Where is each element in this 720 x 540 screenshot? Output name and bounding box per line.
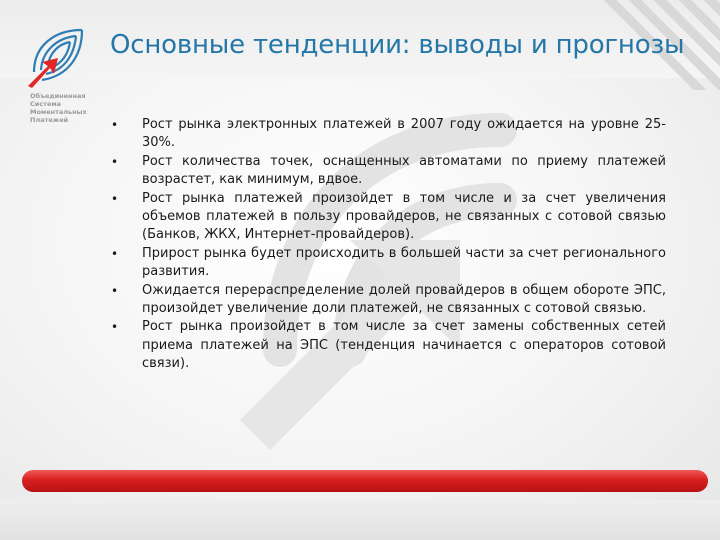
- bullet-item: [110, 282, 666, 319]
- bullet-list: [110, 116, 666, 374]
- bullet-dot: •: [111, 283, 119, 298]
- red-footer-bar: [22, 470, 708, 492]
- bullet-item: [110, 245, 666, 282]
- footer-strip: [0, 500, 720, 540]
- bullet-dot: •: [111, 118, 119, 132]
- bullet-dot: •: [111, 320, 119, 335]
- bullet-text: Рост рынка платежей произойдет в том числе и за счет увеличения объемов платежей в пользу провайдеров, не связанных с сотовой связью (Банков, ЖКХ, Интернет-провайдеров).: [142, 190, 666, 243]
- bullet-item: [110, 318, 666, 373]
- logo-caption-line: Объединенная: [30, 92, 86, 100]
- logo-caption: [30, 92, 100, 124]
- bullet-item: [110, 153, 666, 190]
- bullet-text: Рост количества точек, оснащенных автоматами по приему платежей возрастет, как минимум, вдвое.: [142, 153, 666, 188]
- logo-caption-line: Система: [30, 100, 62, 108]
- slide-title: Основные тенденции: выводы и прогнозы: [110, 30, 685, 60]
- bullet-text: Рост рынка произойдет в том числе за счет замены собственных сетей приема платежей на ЭПС (тенденция начинается с операторов сотовой связи).: [142, 319, 666, 372]
- bullet-item: [110, 116, 666, 153]
- bullet-dot: •: [111, 154, 119, 169]
- bullet-text: Рост рынка электронных платежей в 2007 году ожидается на уровне 25-30%.: [142, 117, 666, 151]
- bullet-text: Прирост рынка будет происходить в большей части за счет регионального развития.: [142, 245, 666, 280]
- logo-caption-line: Моментальных: [30, 108, 87, 116]
- bullet-text: Ожидается перераспределение долей провайдеров в общем обороте ЭПС, произойдет увеличение доли платежей, не связанных с сотовой связью.: [142, 282, 666, 317]
- bullet-dot: •: [111, 191, 119, 206]
- bullet-item: [110, 190, 666, 245]
- leaf-arrow-logo-icon: [24, 26, 88, 90]
- bullet-dot: •: [111, 246, 119, 261]
- logo-caption-line: Платежей: [30, 116, 69, 124]
